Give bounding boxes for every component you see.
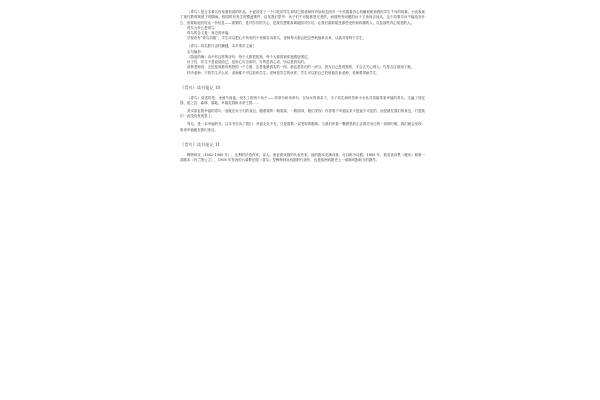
section-heading: 《青鸟》读书笔记 11 (180, 141, 221, 147)
paragraph: 青鸟为什么是青鸟： (187, 25, 218, 30)
paragraph: 《青鸟》是日本著名作家重松清的作品。小说讲述了一个口吃的学生和结巴的老师村内如何去面对一个怀揣着内心伤痛和孤独感的学生千叶的故事。小说表现了现代教育制度下的隔阂，校园时有发生的霸凌事件，启发我们思考：孩子们不可能都是完美的，而那些有问题的孩子又该何去何从。这个故事告诉不能改变什么，但要给他们传达一份信息——重要的，是对你们的关心，是我们想要真诚地面对你们。让我们重新接受那些受伤和疼痛的人，以及那些内心孤独的人。 (180, 10, 425, 25)
paragraph: 《青鸟》同名影片由村濑健，本乡奏多主演！ (187, 44, 256, 49)
paragraph: 青鸟的含义是：身边的幸福。 (187, 31, 232, 36)
paragraph: 《青鸟》讲述的是：圣诞节前夜，伐木工的两个孩子——蒂蒂尔和米蒂尔，在仙女的请求下，为了给生病的邻家小女孩寻找能带来幸福的青鸟，走遍了回忆国、夜之宫、森林、墓地、幸福花园和未来王国…… (180, 96, 425, 106)
paragraph: 《蔚蓝的海》诗中有这样的诗句：每个人都很孤独，每个人都曾被孤独感包围过。 (187, 54, 311, 59)
paragraph: 名句摘抄： (187, 49, 205, 54)
paragraph: 青鸟，是一本幸福的书。这本书告诉了我们：幸福无处不在，只是需要一双发现的眼睛。当我们怀着一颗感恩的心去面对身边的一切的时候，我们就会发现：原来幸福就在我们身边。 (180, 122, 425, 132)
paragraph: 村内老师：不管学生多么坏，老师都不可以放弃学生。老师是学生的伙伴，学生可以把自己的烦恼告诉老师，老师要帮助学生。 (187, 70, 380, 75)
paragraph: 孩子们，作文不是说说而已，是用心写出来的，写的是真心话，所以是真实的。 (187, 60, 308, 65)
document-body (180, 10, 425, 163)
paragraph: 学校设有“青鸟信箱”，学生可以把心中所有的不快都告诉青鸟，老师每天都会把这些烦恼拿出来，认真对待每个学生。 (187, 36, 367, 41)
paragraph: 梅特林克（1862-1949 年），比利时法语作家、诗人、象征派戏剧的代表作家，他的剧本充满诗意，可以称为诗剧。1889 年，他发表诗集《暖房》和第一部剧本《玛兰纳公主》，1908 年发表的六幕梦幻剧《青鸟》是梅特林克戏剧的代表作，也是欧洲戏剧史上一部颇具影响力的剧作。 (180, 152, 425, 163)
section-heading: 《青鸟》读书笔记 10 (180, 85, 221, 91)
paragraph: 其实象征着幸福的青鸟一直就在孩子们的身边，随着我的一路阅读，一路阅读，我们发现：作者笔下幸福从来不是遥不可及的，而是就在我们的身边，只是我们一直没有发现罢了。 (180, 109, 425, 119)
paragraph: 高桥老师说：无论是谁都有孤独的一个方面，这是他最真实的一面，那也是你们的一部分。因为自己是孤独的，才会去关心别人。你是否注意到了呢。 (187, 65, 415, 70)
